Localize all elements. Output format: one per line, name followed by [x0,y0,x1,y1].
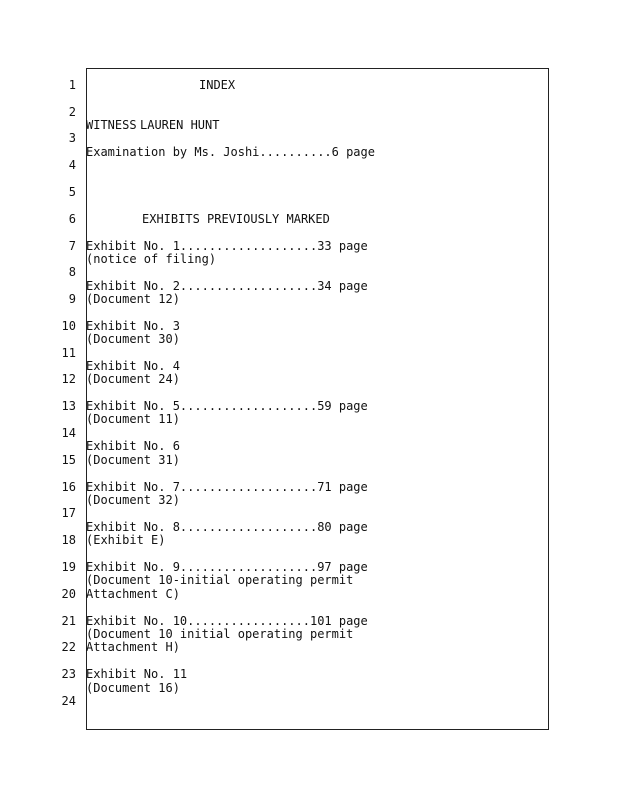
witness-name: LAUREN HUNT [140,118,220,132]
exhibit-entry: Exhibit No. 3 [86,319,180,333]
exhibit-description: (Document 24) [86,372,180,386]
line-number: 11 [61,346,76,360]
exhibit-description: (Document 12) [86,292,180,306]
line-number: 2 [68,105,76,119]
line-number: 16 [61,480,76,494]
line-number: 19 [61,560,76,574]
line-number: 23 [61,667,76,681]
exhibit-description: (Exhibit E) [86,533,166,547]
index-title: INDEX [199,78,236,92]
line-number: 24 [61,694,76,708]
line-number: 5 [68,185,76,199]
exhibit-entry: Exhibit No. 8...................80 page [86,520,368,534]
exhibits-heading: EXHIBITS PREVIOUSLY MARKED [142,212,330,226]
line-number: 10 [61,319,76,333]
line-number: 22 [61,640,76,654]
exhibit-description: (Document 31) [86,453,180,467]
exhibit-description-continued: Attachment H) [86,640,180,654]
exhibit-description: (Document 16) [86,681,180,695]
exhibit-entry: Exhibit No. 6 [86,439,180,453]
exhibit-description: (notice of filing) [86,252,217,266]
exhibit-entry: Exhibit No. 10.................101 page [86,614,368,628]
exhibit-entry: Exhibit No. 7...................71 page [86,480,368,494]
line-number: 13 [61,399,76,413]
exhibit-entry: Exhibit No. 1...................33 page [86,239,368,253]
line-number: 3 [68,131,76,145]
exhibit-description: (Document 11) [86,412,180,426]
line-number: 9 [68,292,76,306]
exhibit-entry: Exhibit No. 9...................97 page [86,560,368,574]
exhibit-entry: Exhibit No. 11 [86,667,188,681]
line-number: 7 [68,239,76,253]
exhibit-description: (Document 10 initial operating permit [86,627,354,641]
line-number: 14 [61,426,76,440]
line-number: 12 [61,372,76,386]
exhibit-description: (Document 10-initial operating permit [86,573,354,587]
line-number: 6 [68,212,76,226]
line-number: 21 [61,614,76,628]
exhibit-description: (Document 30) [86,332,180,346]
line-number: 8 [68,265,76,279]
exhibit-description-continued: Attachment C) [86,587,180,601]
line-number: 4 [68,158,76,172]
exhibit-entry: Exhibit No. 4 [86,359,180,373]
line-number: 17 [61,506,76,520]
line-number: 15 [61,453,76,467]
witness-label: WITNESS [86,118,137,132]
exhibit-description: (Document 32) [86,493,180,507]
line-number: 1 [68,78,76,92]
exhibit-entry: Exhibit No. 5...................59 page [86,399,368,413]
examination-entry: Examination by Ms. Joshi..........6 page [86,145,375,159]
exhibit-entry: Exhibit No. 2...................34 page [86,279,368,293]
line-number: 18 [61,533,76,547]
line-number: 20 [61,587,76,601]
